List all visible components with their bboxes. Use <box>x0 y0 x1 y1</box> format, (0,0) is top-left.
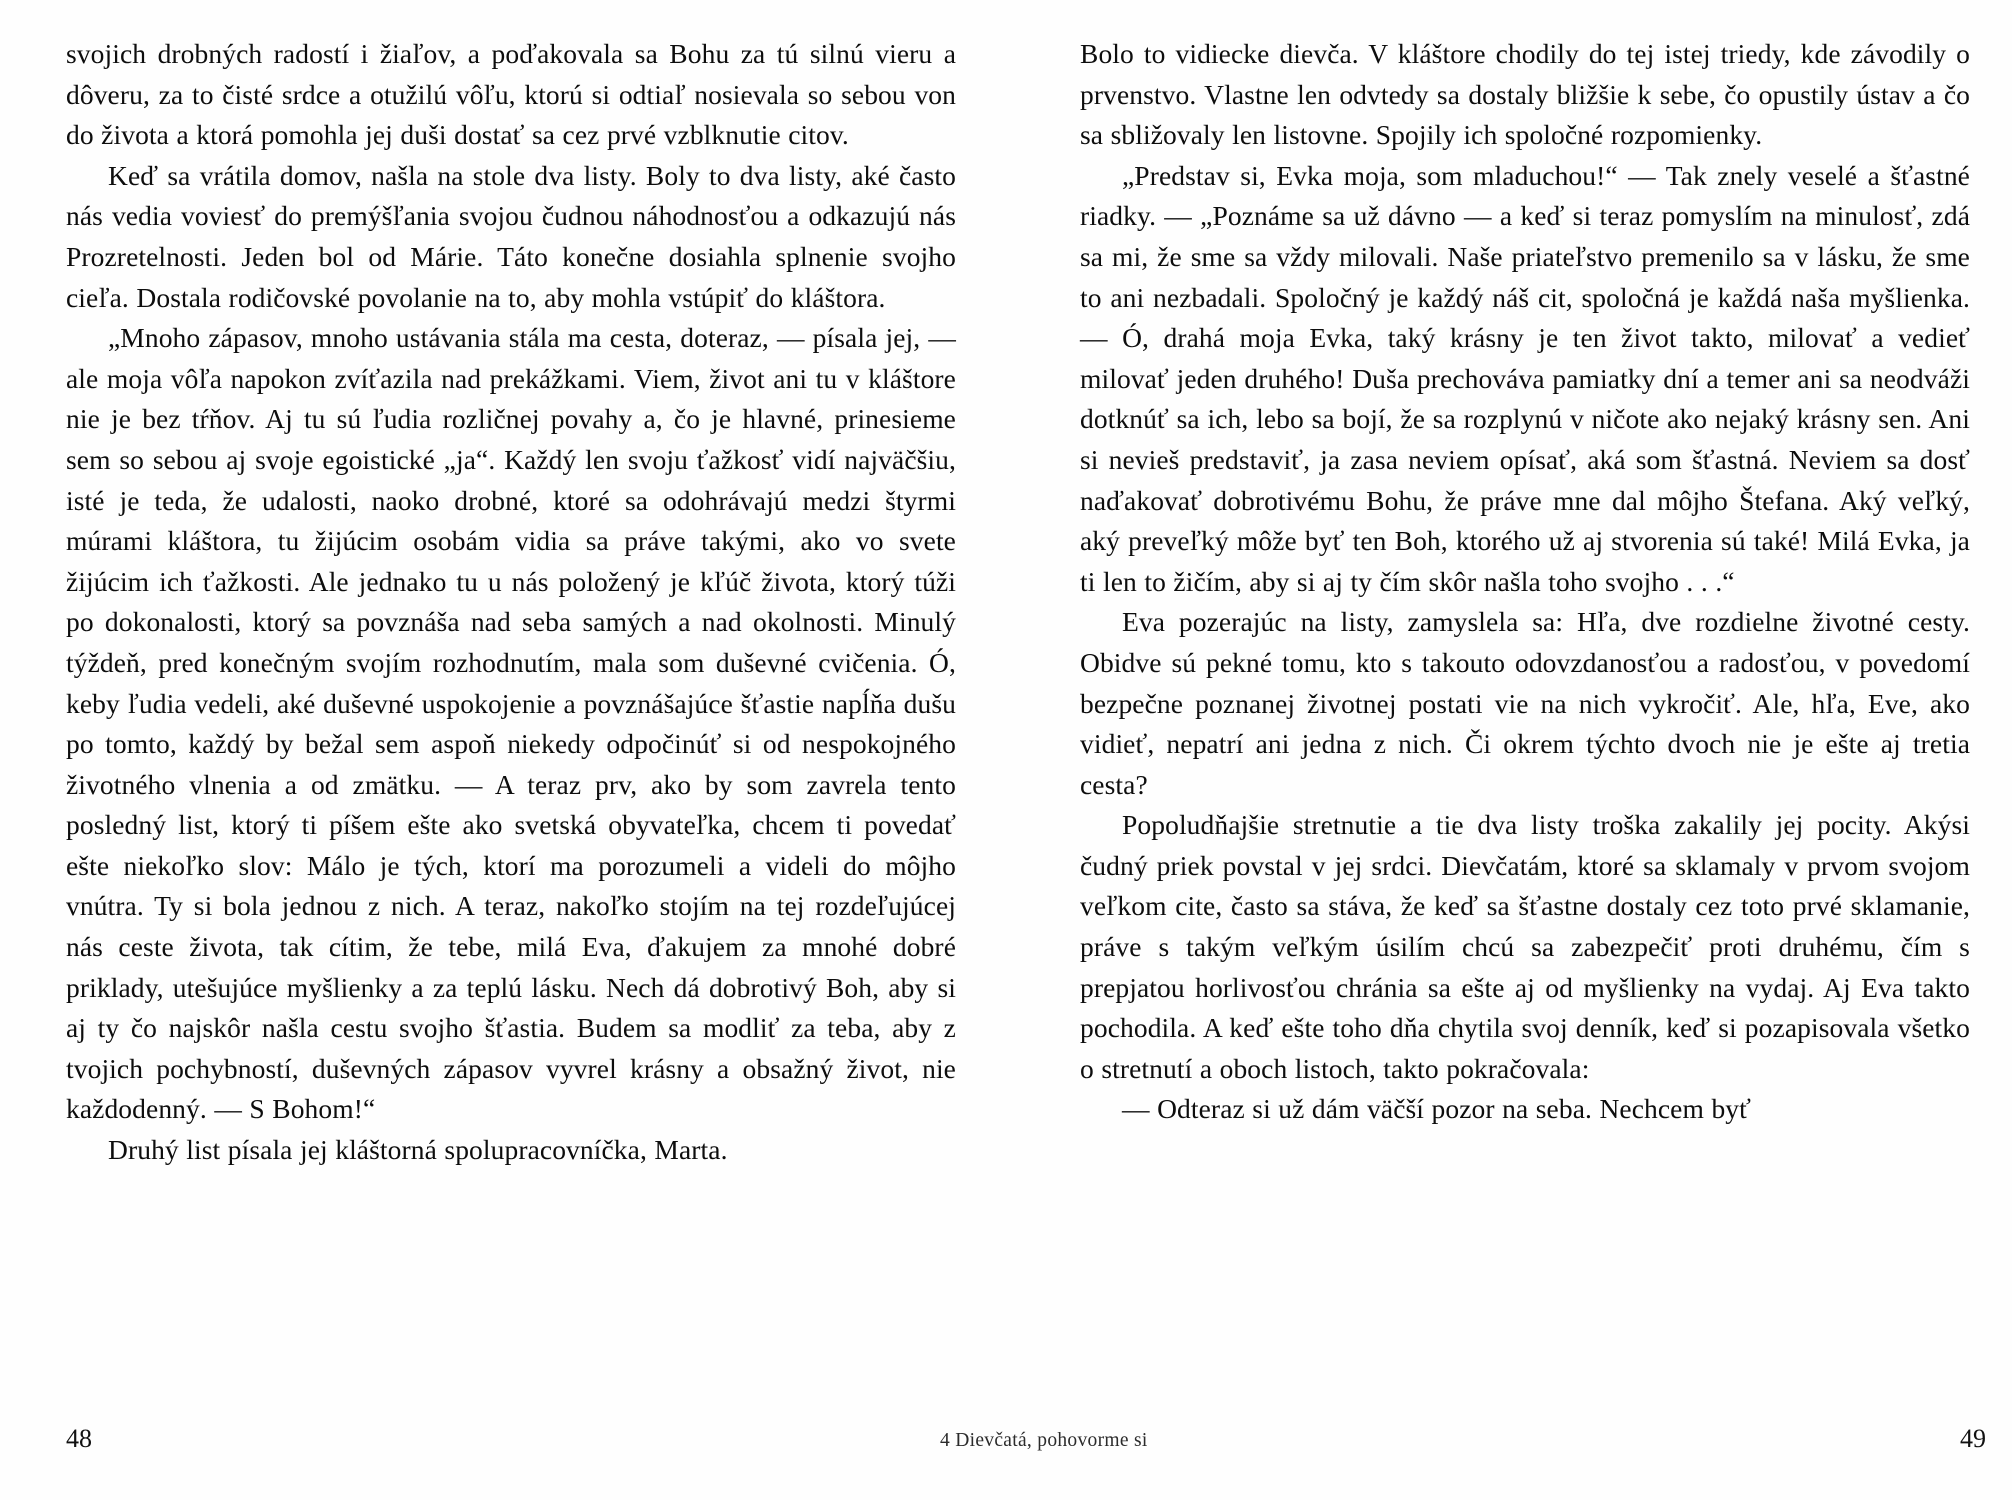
paragraph: — Odteraz si už dám väčší pozor na seba. Nechcem byť <box>1122 1093 1752 1125</box>
paragraph: „Mnoho zápasov, mnoho ustávania stála ma cesta, doteraz, — písala jej, — ale moja vôľa napokon zvíťazila nad prekážkami. Viem, život ani tu v kláštore nie je bez tŕňov. Aj tu sú ľudia rozličnej povahy a, čo je hlavné, prinesieme sem so sebou aj svoje egoistické „ja“. Každý len svoju ťažkosť vidí najväčšiu, isté je teda, že udalosti, naoko drobné, ktoré sa odohrávajú medzi štyrmi múrami kláštora, tu žijúcim osobám vidia sa práve takými, ako vo svete žijúcim ich ťažkosti. Ale jednako tu u nás položený je kľúč života, ktorý túži po dokonalosti, ktorý sa povznáša nad seba samých a nad okolnosti. Minulý týždeň, pred konečným svojím rozhodnutím, mala som duševné cvičenia. Ó, keby ľudia vedeli, aké duševné uspokojenie a povznášajúce šťastie napĺňa dušu po tomto, každý by bežal sem aspoň niekedy odpočinúť si od nespokojného životného vlnenia a od zmätku. — A teraz prv, ako by som zavrela tento posledný list, ktorý ti píšem ešte ako svetská obyvateľka, chcem ti povedať ešte niekoľko slov: Málo je tých, ktorí ma porozumeli a videli do môjho vnútra. Ty si bola jednou z nich. A teraz, nakoľko stojím na tej rozdeľujúcej nás ceste života, tak cítim, že tebe, milá Eva, ďakujem za mnohé dobré priklady, utešujúce myšlienky a za teplú lásku. Nech dá dobrotivý Boh, aby si aj ty čo najskôr našla cestu svojho šťastia. Budem sa modliť za teba, aby z tvojich pochybností, duševných zápasov vyvrel krásny a obsažný život, nie každodenný. — S Bohom!“ <box>66 322 956 1125</box>
paragraph: svojich drobných radostí i žiaľov, a poďakovala sa Bohu za tú silnú vieru a dôveru, za to čisté srdce a otužilú vôľu, ktorú si odtiaľ nosievala so sebou von do života a ktorá pomohla jej duši dostať sa cez prvé vzblknutie citov. <box>66 38 956 151</box>
page-number-left: 48 <box>66 1424 92 1453</box>
paragraph: Druhý list písala jej kláštorná spolupracovníčka, Marta. <box>108 1134 728 1166</box>
paragraph: Keď sa vrátila domov, našla na stole dva listy. Boly to dva listy, aké často nás vedia voviesť do premýšľania svojou čudnou náhodnosťou a odkazujú nás Prozretelnosti. Jeden bol od Márie. Táto konečne dosiahla splnenie svojho cieľa. Dostala rodičovské povolanie na to, aby mohla vstúpiť do kláštora. <box>66 159 956 313</box>
right-page-text-column <box>1080 34 1970 1130</box>
paragraph: Popoludňajšie stretnutie a tie dva listy troška zakalily jej pocity. Akýsi čudný priek povstal v jej srdci. Dievčatám, ktoré sa sklamaly v prvom svojom veľkom cite, často sa stáva, že keď sa šťastne dostaly cez toto prvé sklamanie, práve s takým veľkým úsilím chcú sa zabezpečiť proti druhému, čím s prepjatou horlivosťou chránia sa ešte aj od myšlienky na vydaj. Aj Eva takto pochodila. A keď ešte toho dňa chytila svoj denník, keď si pozapisovala všetko o stretnutí a oboch listoch, takto pokračovala: <box>1080 809 1970 1084</box>
page-number-right: 49 <box>1960 1424 1986 1453</box>
right-page <box>940 0 1986 1500</box>
running-footer: 4 Dievčatá, pohovorme si <box>940 1430 1148 1451</box>
left-page <box>66 0 972 1500</box>
left-page-text-column <box>66 34 956 1171</box>
paragraph: „Predstav si, Evka moja, som mladuchou!“ — Tak znely veselé a šťastné riadky. — „Poznáme sa už dávno — a keď si teraz pomyslím na minulosť, zdá sa mi, že sme sa vždy milovali. Naše priateľstvo premenilo sa v lásku, že sme to ani nezbadali. Spoločný je každý náš cit, spoločná je každá naša myšlienka. — Ó, drahá moja Evka, taký krásny je ten život takto, milovať a vedieť milovať jeden druhého! Duša prechováva pamiatky dní a temer ani sa neodváži dotknúť sa ich, lebo sa bojí, že sa rozplynú v ničote ako nejaký krásny sen. Ani si nevieš predstaviť, ja zasa neviem opísať, aká som šťastná. Neviem sa dosť naďakovať dobrotivému Bohu, že práve mne dal môjho Štefana. Aký veľký, aký preveľký môže byť ten Boh, ktorého už aj stvorenia sú také! Milá Evka, ja ti len to žičím, aby si aj ty čím skôr našla toho svojho . . .“ <box>1080 159 1970 597</box>
page-gutter <box>1005 0 1006 1500</box>
paragraph: Bolo to vidiecke dievča. V kláštore chodily do tej istej triedy, kde závodily o prvenstvo. Vlastne len odvtedy sa dostaly bližšie k sebe, čo opustily ústav a čo sa sbližovaly len listovne. Spojily ich spoločné rozpomienky. <box>1080 38 1970 151</box>
paragraph: Eva pozerajúc na listy, zamyslela sa: Hľa, dve rozdielne životné cesty. Obidve sú pekné tomu, kto s takouto odovzdanosťou a radosťou, v povedomí bezpečne poznanej životnej postati vie na nich vykročiť. Ale, hľa, Eve, ako vidieť, nepatrí ani jedna z nich. Či okrem týchto dvoch nie je ešte aj tretia cesta? <box>1080 606 1970 800</box>
